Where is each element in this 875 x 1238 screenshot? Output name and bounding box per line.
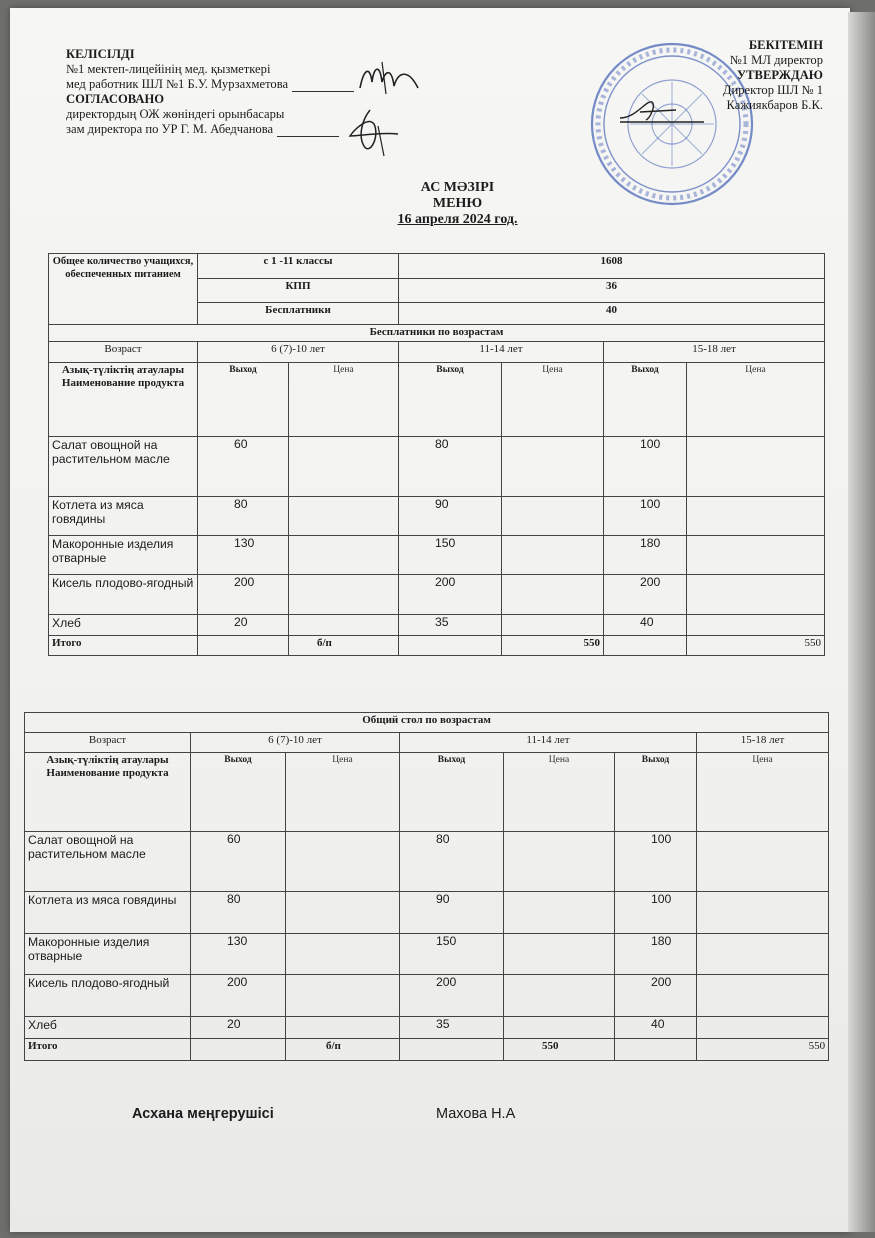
age-label: Возраст [25,733,191,753]
table-row [49,536,825,575]
product-name: Хлеб [49,615,198,636]
portion-value: 200 [615,975,697,1017]
table-row [25,1017,829,1039]
col-out: Выход [400,753,504,832]
table-row [49,575,825,615]
portion-value: 180 [615,934,697,975]
table-row [49,615,825,636]
col-price: Цена [502,363,604,437]
portion-value: 40 [604,615,687,636]
col-price: Цена [697,753,829,832]
portion-value: 200 [191,975,286,1017]
signature-icon [340,106,410,158]
table-row [25,892,829,934]
total-row [25,1039,829,1061]
approve-kz: БЕКІТЕМІН [748,38,823,52]
age-group: 15-18 лет [697,733,829,753]
product-name: Макоронные изделия отварные [49,536,198,575]
portion-value: 180 [604,536,687,575]
total-label: Итого [49,636,198,656]
total-label: Итого [25,1039,191,1061]
portion-value: 150 [400,934,504,975]
portion-value: 150 [399,536,502,575]
product-name: Салат овощной на растительном масле [25,832,191,892]
portion-value: 90 [399,497,502,536]
summary-value: 40 [399,303,825,325]
signature-icon [616,96,706,126]
age-group: 6 (7)-10 лет [191,733,400,753]
col-price: Цена [504,753,615,832]
agreed-ru: СОГЛАСОВАНО [66,92,165,106]
table-row [25,934,829,975]
col-price: Цена [687,363,825,437]
title-kz: АС МӘЗІРІ [420,180,495,195]
menu-title [0,180,875,228]
footer-role: Асхана меңгерушісі [132,1106,274,1122]
total-value: б/п [289,636,399,656]
portion-value: 60 [198,437,289,497]
portion-value: 200 [604,575,687,615]
total-value: 550 [504,1039,615,1061]
product-name: Хлеб [25,1017,191,1039]
age-group: 11-14 лет [400,733,697,753]
total-value: 550 [687,636,825,656]
summary-label: КПП [198,279,399,303]
product-name: Салат овощной на растительном масле [49,437,198,497]
age-group: 11-14 лет [399,342,604,363]
director-kz: №1 МЛ директор [729,53,823,67]
portion-value: 80 [399,437,502,497]
summary-label: Бесплатники [198,303,399,325]
col-out: Выход [198,363,289,437]
age-label: Возраст [49,342,198,363]
portion-value: 90 [400,892,504,934]
portion-value: 20 [191,1017,286,1039]
table-row [49,497,825,536]
product-name: Котлета из мяса говядины [25,892,191,934]
general-table [24,712,829,1061]
portion-value: 100 [604,497,687,536]
portion-value: 130 [191,934,286,975]
portion-value: 80 [400,832,504,892]
title-ru: МЕНЮ [432,196,483,211]
deputy-kz: директордың ОЖ жөніндегі орынбасары [66,107,285,121]
col-out: Выход [399,363,502,437]
agreed-kz: КЕЛІСІЛДІ [66,47,135,61]
table-row [25,975,829,1017]
product-name: Котлета из мяса говядины [49,497,198,536]
total-value: 550 [697,1039,829,1061]
product-header: Азық-түліктің атаулары Наименование продукта [49,363,198,437]
summary-label: с 1 -11 классы [198,254,399,279]
total-row [49,636,825,656]
director-name: Кажиякбаров Б.К. [726,98,823,112]
portion-value: 200 [399,575,502,615]
section-title: Бесплатники по возрастам [49,325,825,342]
director-ru: Директор ШЛ № 1 [722,83,823,97]
portion-value: 200 [198,575,289,615]
students-total-label: Общее количество учащихся, обеспеченных питанием [49,254,198,325]
age-group: 6 (7)-10 лет [198,342,399,363]
product-name: Кисель плодово-ягодный [25,975,191,1017]
portion-value: 20 [198,615,289,636]
signature-icon [352,58,422,98]
free-meals-table [48,253,825,656]
portion-value: 80 [191,892,286,934]
col-out: Выход [191,753,286,832]
portion-value: 100 [615,832,697,892]
col-out: Выход [604,363,687,437]
deputy-ru: зам директора по УР Г. М. Абедчанова [66,122,396,137]
col-out: Выход [615,753,697,832]
section-title: Общий стол по возрастам [25,713,829,733]
approve-ru: УТВЕРЖДАЮ [736,68,823,82]
col-price: Цена [286,753,400,832]
age-group: 15-18 лет [604,342,825,363]
product-name: Макоронные изделия отварные [25,934,191,975]
footer-name: Махова Н.А [436,1106,516,1122]
portion-value: 100 [604,437,687,497]
portion-value: 200 [400,975,504,1017]
col-price: Цена [289,363,399,437]
product-name: Кисель плодово-ягодный [49,575,198,615]
summary-value: 1608 [399,254,825,279]
table-row [25,832,829,892]
portion-value: 60 [191,832,286,892]
med-worker-kz: №1 мектеп-лицейінің мед. қызметкері [66,62,271,76]
total-value: 550 [502,636,604,656]
portion-value: 100 [615,892,697,934]
med-worker-ru: мед работник ШЛ №1 Б.У. Мурзахметова [66,77,396,92]
portion-value: 35 [400,1017,504,1039]
portion-value: 40 [615,1017,697,1039]
total-value: б/п [286,1039,400,1061]
product-header: Азық-түліктің атаулары Наименование продукта [25,753,191,832]
table-row [49,437,825,497]
portion-value: 35 [399,615,502,636]
menu-date: 16 апреля 2024 год. [397,212,518,227]
portion-value: 130 [198,536,289,575]
portion-value: 80 [198,497,289,536]
summary-value: 36 [399,279,825,303]
